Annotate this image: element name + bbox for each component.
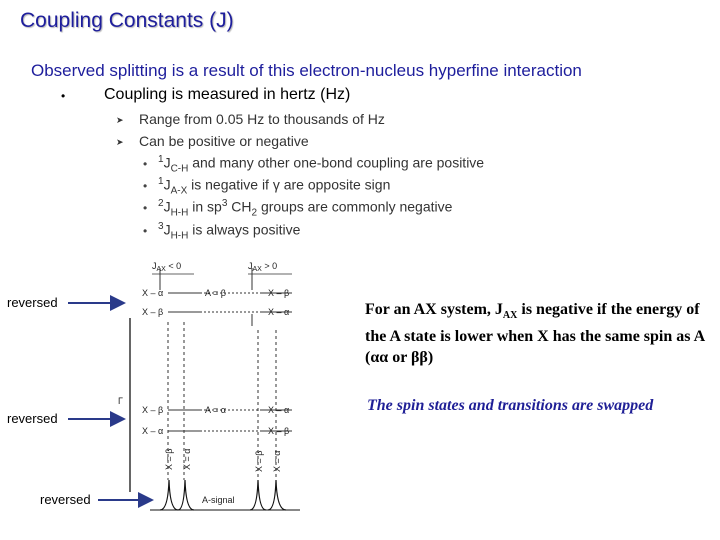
bullet-dot: •	[61, 89, 66, 103]
spectrum-label-x-beta-1: X = β	[164, 448, 174, 470]
sub-point-sign: Can be positive or negative	[139, 133, 309, 149]
reversed-label-3: reversed	[40, 492, 91, 507]
level-x-alpha-mid-right: X – α	[268, 405, 290, 415]
level-x-alpha-top-left: X – α	[142, 288, 164, 298]
level-a-alpha: A = α	[205, 405, 226, 415]
level-x-alpha-top-right: X – α	[268, 307, 290, 317]
detail-1jax: $^1J_{A-X}$ is negative if γ are opposite sign	[158, 176, 391, 197]
bullet-dot: •	[143, 201, 148, 215]
detail-1jch: $^1J_{C-H}$ and many other one-bond coupling are positive	[158, 154, 485, 175]
spectrum-label-x-beta-2: X = β	[254, 450, 264, 472]
peak-3	[250, 480, 266, 510]
arrow-bullet-icon: ➤	[116, 137, 124, 147]
jax-negative-header: $J_{AX} < 0$	[152, 261, 182, 273]
peak-1	[160, 480, 178, 510]
spectrum-label-x-alpha-2: X = α	[272, 450, 282, 472]
level-x-beta-mid-left: X – β	[142, 405, 164, 415]
level-x-beta-top-left: X – β	[142, 307, 164, 317]
reversed-label-2: reversed	[7, 411, 58, 426]
level-a-beta: A = β	[205, 288, 226, 298]
slide-title: Coupling Constants (J)	[20, 9, 234, 32]
ax-explanation: For an AX system, $J_{AX}$ is negative if the energy of the A state is lower when X has the same spin as A (αα or ββ)	[365, 301, 705, 367]
level-x-beta-mid-right: X – β	[268, 426, 290, 436]
arrow-bullet-icon: ➤	[116, 115, 124, 125]
level-x-alpha-mid-left: X – α	[142, 426, 164, 436]
bullet-dot: •	[143, 179, 148, 193]
jax-positive-header: $J_{AX} > 0$	[248, 261, 278, 273]
detail-2jhh: $^2J_{H-H}$ in $sp^3$ $CH_2$ groups are commonly negative	[158, 198, 453, 219]
bullet-dot: •	[143, 157, 148, 171]
detail-3jhh: $^3J_{H-H}$ is always positive	[158, 221, 301, 242]
bullet-dot: •	[143, 224, 148, 238]
slide-subtitle: Observed splitting is a result of this electron-nucleus hyperfine interaction	[31, 61, 582, 80]
sub-point-range: Range from 0.05 Hz to thousands of Hz	[139, 111, 385, 127]
peak-4	[268, 480, 286, 510]
spectrum-label-x-alpha-1: X = α	[182, 448, 192, 470]
a-signal-label: A-signal	[202, 495, 235, 505]
gamma-label: Γ	[118, 396, 123, 406]
main-point: Coupling is measured in hertz (Hz)	[104, 86, 351, 103]
level-x-beta-top-right: X – β	[268, 288, 290, 298]
reversed-label-1: reversed	[7, 295, 58, 310]
swap-note: The spin states and transitions are swapped	[367, 397, 654, 414]
peak-2	[178, 480, 194, 510]
